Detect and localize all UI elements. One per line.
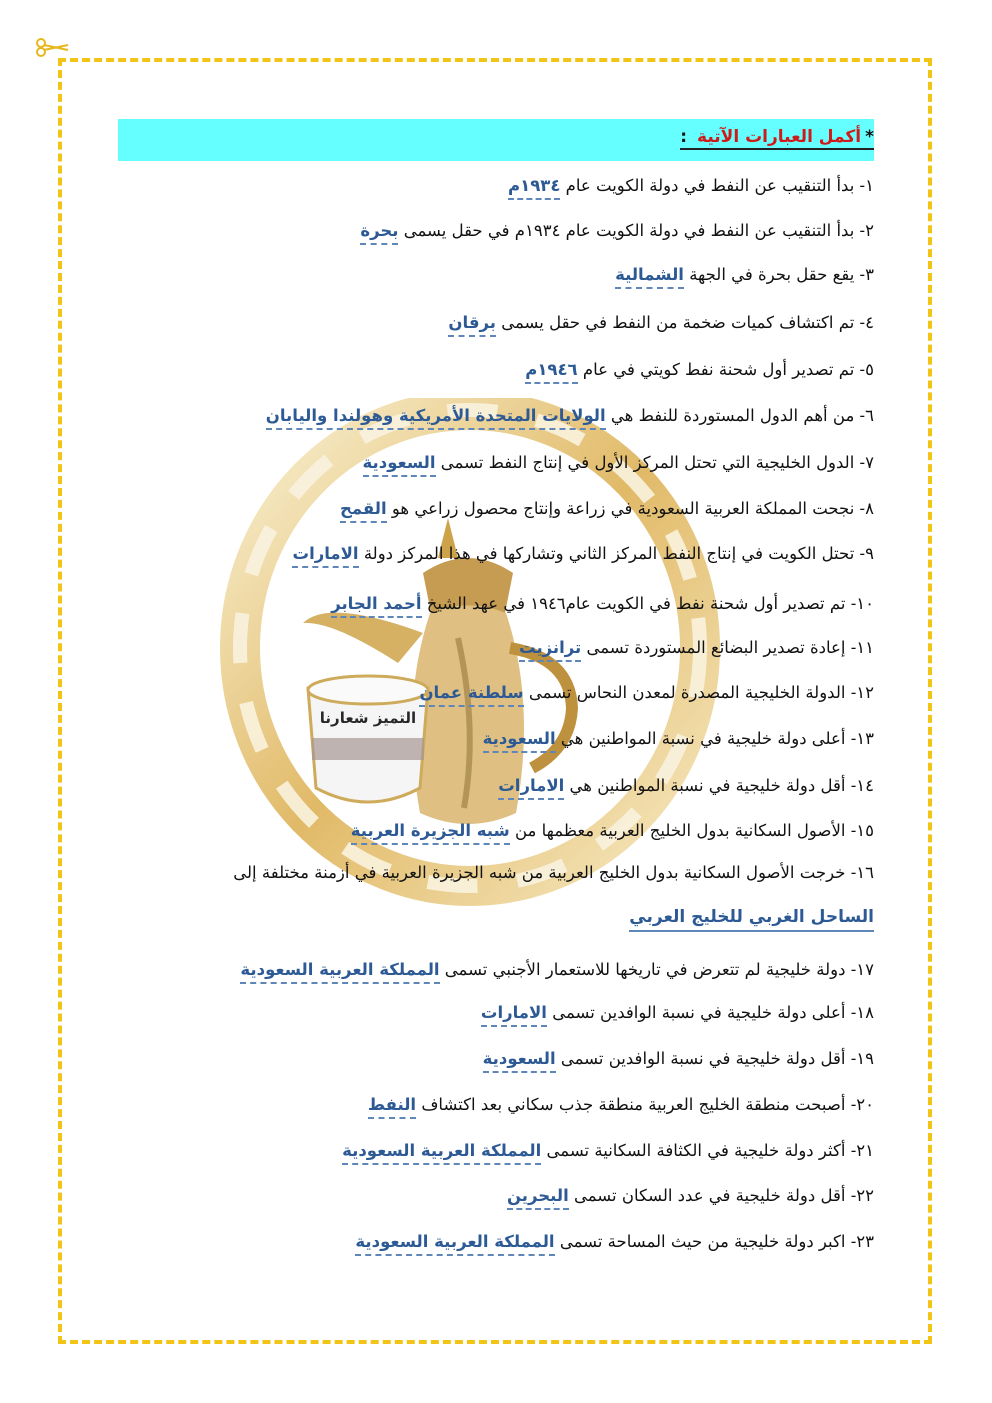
item-question: نجحت المملكة العربية السعودية في زراعة وإنتاج محصول زراعي هو (391, 499, 855, 518)
item-answer: السعودية (483, 1049, 556, 1073)
item-16-answer: الساحل الغربي للخليج العربي (629, 904, 874, 932)
title-star: * (865, 127, 874, 147)
item-question: يقع حقل بحرة في الجهة (689, 265, 855, 284)
question-item (419, 680, 874, 706)
question-item (340, 496, 874, 522)
item-number: ١٢- (850, 683, 874, 702)
item-number: ١٨- (850, 1003, 874, 1022)
item-number: ١٤- (850, 776, 874, 795)
item-answer: شبه الجزيرة العربية (351, 821, 510, 845)
question-item (448, 310, 874, 336)
question-item (498, 773, 874, 799)
item-number: ٢٠- (850, 1095, 874, 1114)
scissors-icon (34, 36, 70, 58)
item-question: بدأ التنقيب عن النفط في دولة الكويت عام (565, 176, 855, 195)
question-item (360, 218, 874, 244)
item-number: ١١- (850, 638, 874, 657)
item-answer: القمح (340, 499, 387, 523)
item-number: ٩- (859, 544, 874, 563)
question-item (519, 635, 874, 661)
title-label: أكمل العبارات الآتية (697, 127, 862, 147)
item-answer: الامارات (292, 544, 358, 568)
item-answer: ترانزيت (519, 638, 581, 662)
item-answer: الامارات (498, 776, 564, 800)
question-item (483, 726, 874, 752)
item-question: تم اكتشاف كميات ضخمة من النفط في حقل يسمى (501, 313, 855, 332)
question-item (266, 403, 874, 429)
item-answer: المملكة العربية السعودية (355, 1232, 554, 1256)
item-question: دولة خليجية لم تتعرض في تاريخها للاستعمار الأجنبي تسمى (444, 960, 846, 979)
item-answer: المملكة العربية السعودية (342, 1141, 541, 1165)
item-question: بدأ التنقيب عن النفط في دولة الكويت عام ١٩٣٤م في حقل يسمى (403, 221, 855, 240)
question-item (331, 591, 874, 617)
item-question: أعلى دولة خليجية في نسبة الوافدين تسمى (552, 1003, 846, 1022)
item-question: الدولة الخليجية المصدرة لمعدن النحاس تسمى (528, 683, 846, 702)
item-question: أصبحت منطقة الخليج العربية منطقة جذب سكاني بعد اكتشاف (421, 1095, 846, 1114)
item-number: ٣- (859, 265, 874, 284)
item-question: تم تصدير أول شحنة نفط كويتي في عام (582, 360, 855, 379)
item-question: أكثر دولة خليجية في الكثافة السكانية تسمى (546, 1141, 846, 1160)
item-number: ١٦- (850, 863, 874, 882)
item-number: ٤- (859, 313, 874, 332)
question-item (483, 1046, 874, 1072)
watermark-caption: التميز شعارنا (319, 709, 417, 727)
item-answer: سلطنة عمان (419, 683, 523, 707)
item-question: إعادة تصدير البضائع المستوردة تسمى (586, 638, 846, 657)
item-answer: السعودية (483, 729, 556, 753)
item-question: الأصول السكانية بدول الخليج العربية معظمها من (515, 821, 846, 840)
item-question: تم تصدير أول شحنة نفط في الكويت عام١٩٤٦ في عهد الشيخ (426, 594, 846, 613)
item-answer: بحرة (360, 221, 398, 245)
item-number: ١٧- (850, 960, 874, 979)
item-answer: برقان (448, 313, 496, 337)
item-number: ١٣- (850, 729, 874, 748)
item-answer: الامارات (481, 1003, 547, 1027)
item-answer: البحرين (507, 1186, 569, 1210)
item-answer: ١٩٣٤م (508, 176, 560, 200)
item-number: ٢٢- (850, 1186, 874, 1205)
question-item (233, 860, 874, 886)
item-number: ٢- (859, 221, 874, 240)
question-item (525, 357, 874, 383)
item-question: خرجت الأصول السكانية بدول الخليج العربية من شبه الجزيرة العربية في أزمنة مختلفة إلى (233, 863, 846, 882)
item-question: الدول الخليجية التي تحتل المركز الأول في إنتاج النفط تسمى (440, 453, 855, 472)
item-number: ١٩- (850, 1049, 874, 1068)
item-question: تحتل الكويت في إنتاج النفط المركز الثاني وتشاركها في هذا المركز دولة (363, 544, 855, 563)
question-item (508, 173, 874, 199)
item-question: أقل دولة خليجية في نسبة الوافدين تسمى (560, 1049, 846, 1068)
question-item (240, 957, 874, 983)
question-item (363, 450, 874, 476)
item-number: ١٥- (850, 821, 874, 840)
item-answer: الشمالية (615, 265, 684, 289)
question-item (507, 1183, 874, 1209)
question-item (615, 262, 874, 288)
item-number: ٥- (859, 360, 874, 379)
question-item (342, 1138, 874, 1164)
item-answer: السعودية (363, 453, 436, 477)
title-colon: : (680, 127, 688, 147)
item-answer: أحمد الجابر (331, 594, 421, 618)
item-number: ١٠- (850, 594, 874, 613)
item-answer: ١٩٤٦م (525, 360, 577, 384)
item-question: أعلى دولة خليجية في نسبة المواطنين هي (560, 729, 846, 748)
item-number: ٧- (859, 453, 874, 472)
item-question: اكبر دولة خليجية من حيث المساحة تسمى (559, 1232, 846, 1251)
item-number: ٢١- (850, 1141, 874, 1160)
question-item (355, 1229, 874, 1255)
item-number: ٦- (859, 406, 874, 425)
item-number: ١- (859, 176, 874, 195)
item-question: أقل دولة خليجية في عدد السكان تسمى (574, 1186, 846, 1205)
item-number: ٢٣- (850, 1232, 874, 1251)
question-item (351, 818, 874, 844)
question-item (481, 1000, 874, 1026)
item-answer: المملكة العربية السعودية (240, 960, 439, 984)
question-item (368, 1092, 874, 1118)
item-question: من أهم الدول المستوردة للنفط هي (610, 406, 855, 425)
page-title (680, 127, 874, 150)
item-answer: الولايات المتحدة الأمريكية وهولندا واليابان (266, 406, 606, 430)
item-number: ٨- (859, 499, 874, 518)
item-question: أقل دولة خليجية في نسبة المواطنين هي (569, 776, 846, 795)
question-item (292, 541, 874, 567)
item-answer: النفط (368, 1095, 416, 1119)
